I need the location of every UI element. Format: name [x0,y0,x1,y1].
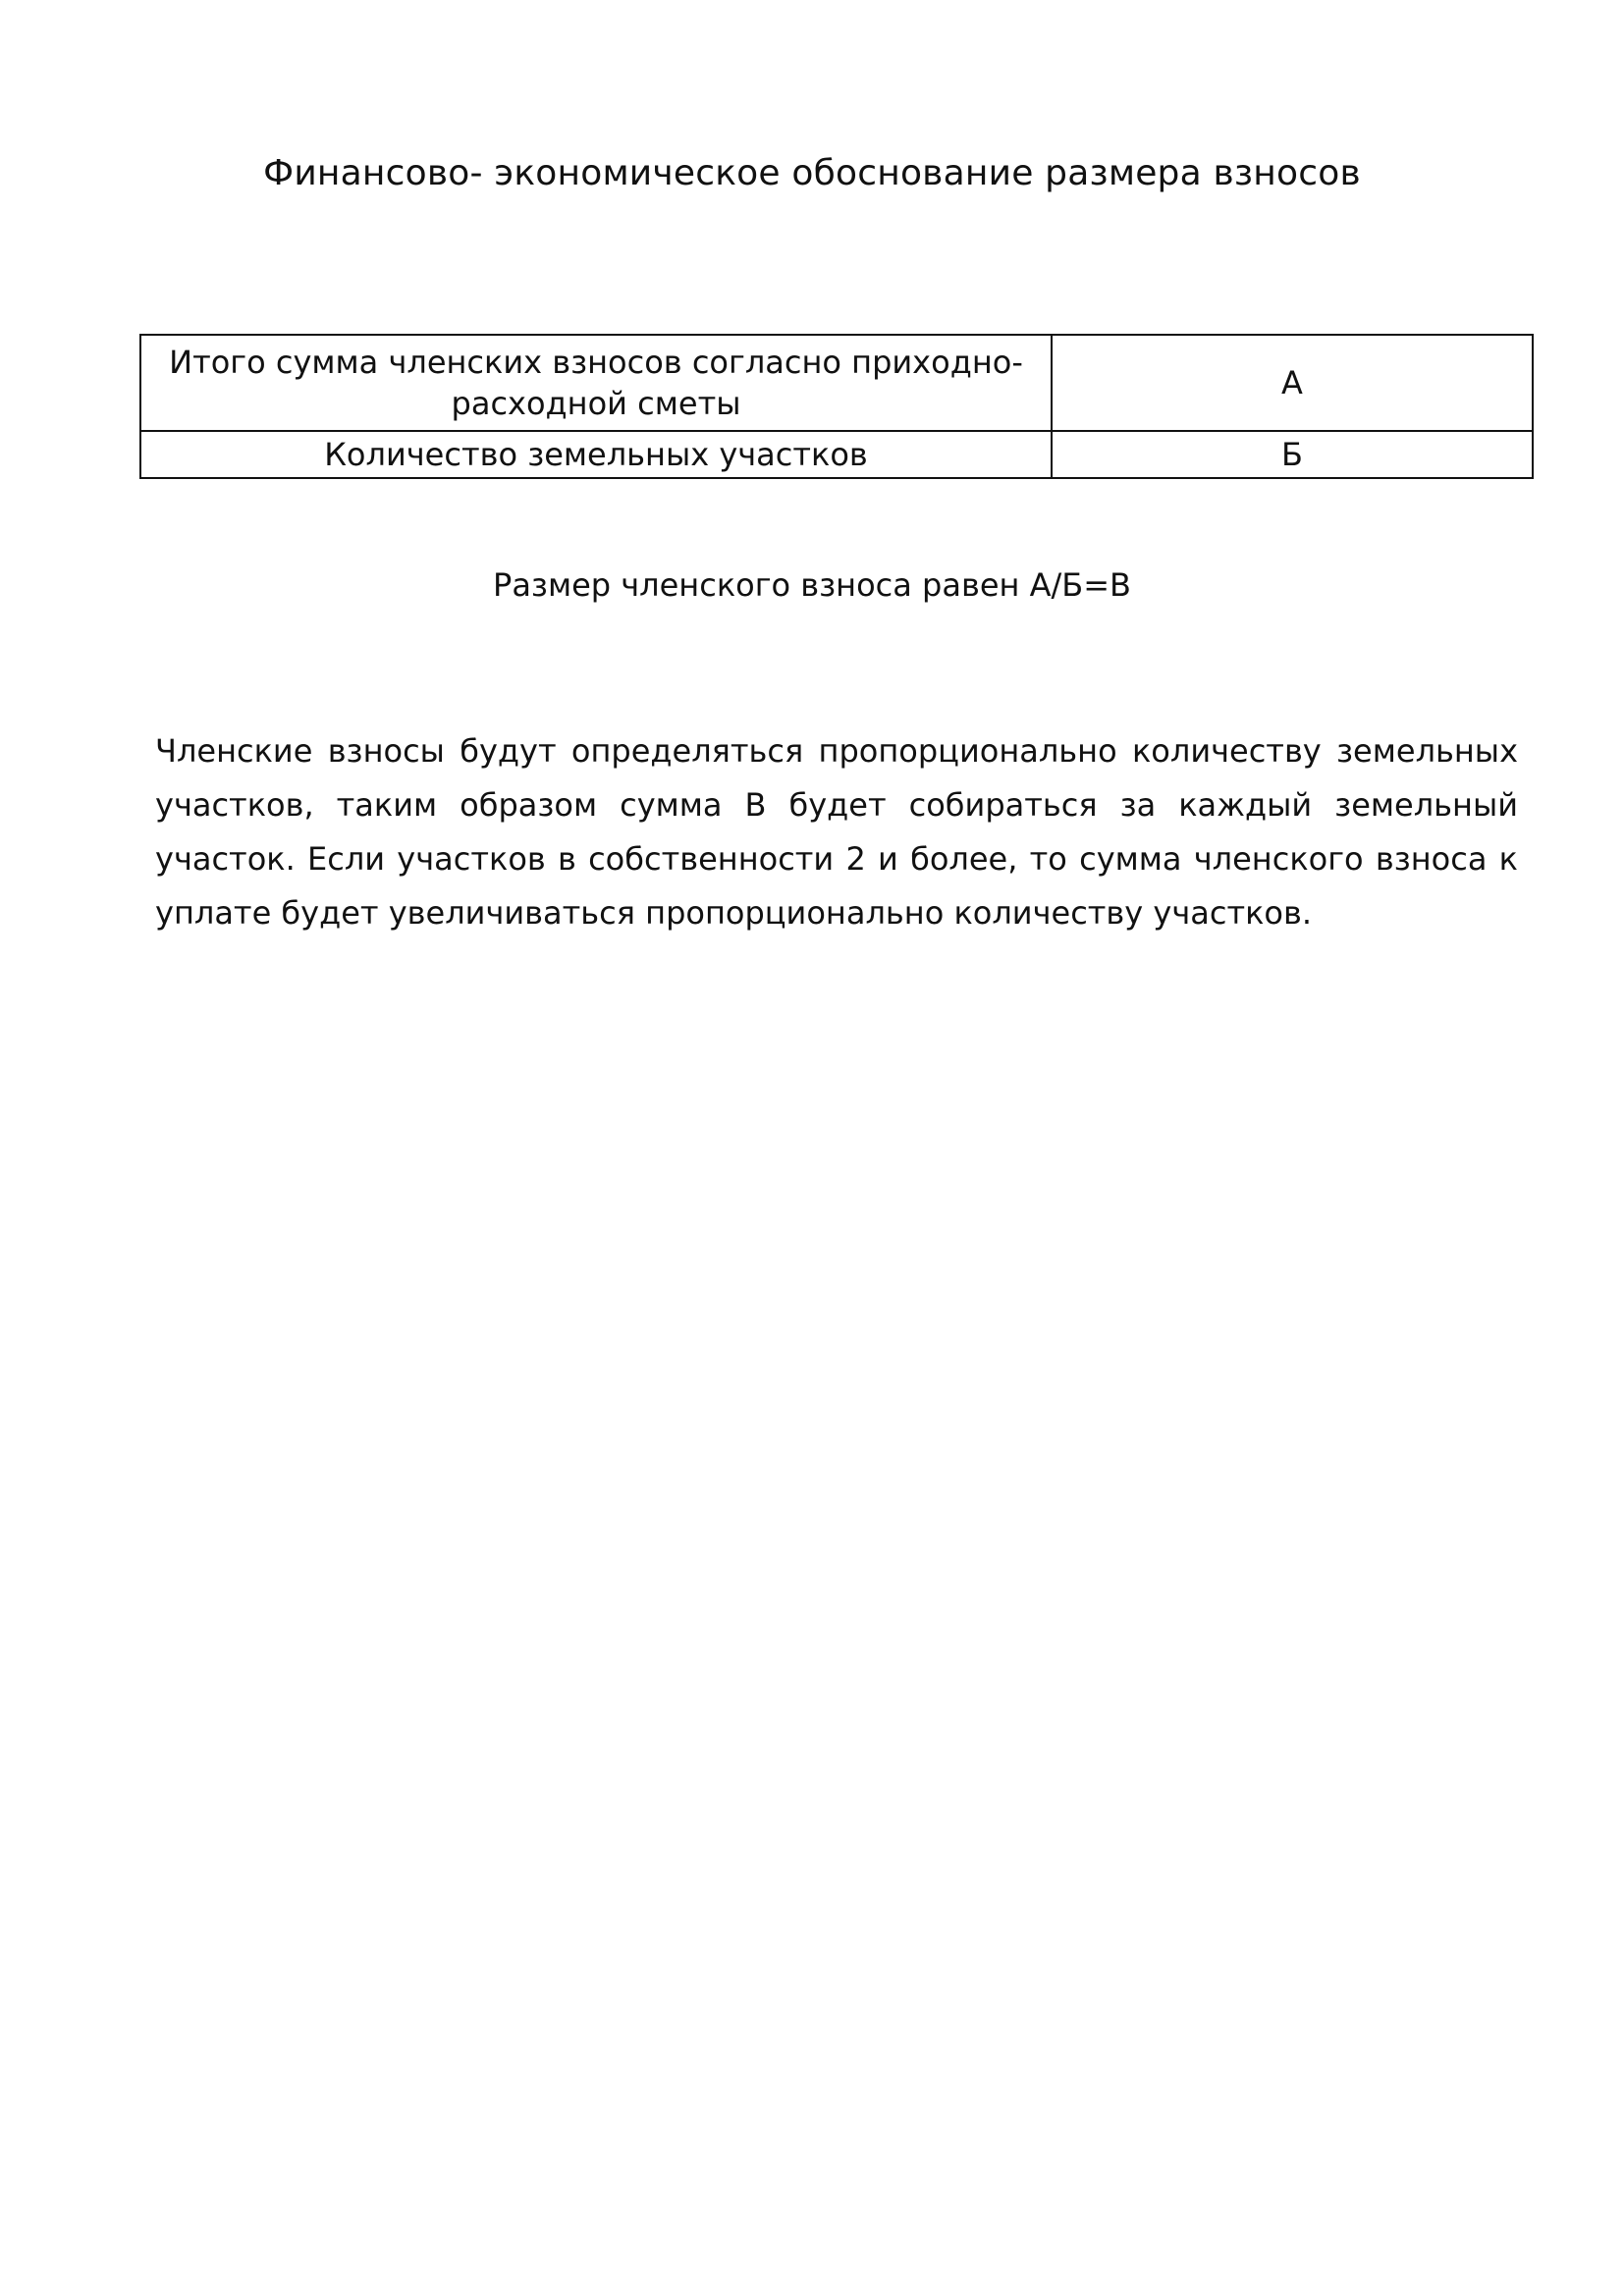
explanation-paragraph: Членские взносы будут определяться пропорционально количеству земельных участков, таким образом сумма В будет собираться за каждый земельный участок. Если участков в собственности 2 и более, то сумма членского взноса к уплате будет увеличиваться пропорционально количеству участков. [155,732,1518,932]
table-cell-label: Итого сумма членских взносов согласно приходно-расходной сметы [140,335,1052,431]
fee-formula: Размер членского взноса равен А/Б=В [493,566,1131,604]
table-row [140,431,1533,478]
table-cell-label: Количество земельных участков [140,431,1052,478]
contribution-table [139,334,1534,479]
table-row [140,335,1533,431]
document-title: Финансово- экономическое обоснование размера взносов [263,153,1361,193]
table-cell-value: Б [1052,431,1533,478]
table-cell-value: А [1052,335,1533,431]
